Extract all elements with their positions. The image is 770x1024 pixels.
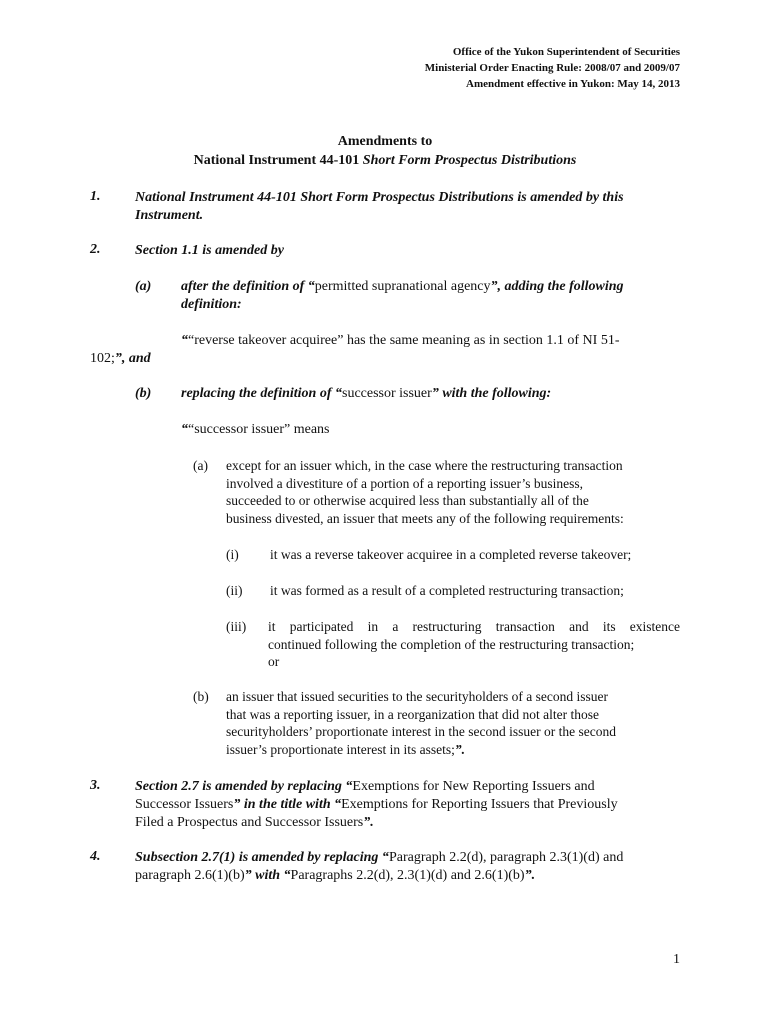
- item-4-l2-plain: paragraph 2.6(1)(b): [135, 868, 245, 883]
- item-3-l2-plain-2: Exemptions for Reporting Issuers that Previously: [341, 797, 618, 812]
- sub-a-label: (a): [193, 458, 208, 473]
- item-4-l2-plain-2: Paragraphs 2.2(d), 2.3(1)(d) and 2.6(1)(b): [290, 868, 525, 883]
- item-2a-def-end: ”, and: [114, 351, 151, 366]
- document-header: [425, 44, 680, 92]
- item-2b-label: (b): [135, 386, 152, 401]
- item-1-text: [135, 189, 680, 225]
- clause-i-text: it was a reverse takeover acquiree in a completed reverse takeover;: [270, 547, 632, 562]
- item-3-l2-bold: ” in the title with “: [233, 797, 342, 812]
- item-3-l3-bold: ”.: [363, 815, 374, 830]
- item-2-text: Section 1.1 is amended by: [135, 243, 284, 258]
- sub-b-end: ”.: [454, 741, 465, 757]
- item-2a-definition: [181, 332, 619, 350]
- item-2b-intro-open-quote: “: [181, 422, 188, 437]
- item-2a-def-line-2: 102;: [90, 351, 115, 366]
- header-line-2: Ministerial Order Enacting Rule: 2008/07 and 2009/07: [424, 62, 680, 74]
- sub-b-line-3: securityholders’ proportionate interest in the second issuer or the second: [226, 724, 617, 739]
- title-line-2-plain: National Instrument 44-101: [193, 153, 363, 168]
- item-1-number: 1.: [90, 189, 101, 204]
- clause-iii-line-1: it participated in a restructuring transaction and its existence: [268, 619, 680, 634]
- sub-b-line-1: an issuer that issued securities to the securityholders of a second issuer: [226, 689, 609, 704]
- item-2b-pre: replacing the definition of “: [181, 386, 342, 401]
- item-1-line-2: Instrument.: [135, 208, 204, 223]
- sub-b-text: [226, 688, 681, 758]
- item-2a-definition-end: [90, 350, 151, 368]
- header-line-1: Office of the Yukon Superintendent of Securities: [452, 46, 680, 58]
- item-2a-def-text: “reverse takeover acquiree” has the same meaning as in section 1.1 of NI 51-: [188, 333, 620, 348]
- item-3-l1-plain: Exemptions for New Reporting Issuers and: [352, 779, 595, 794]
- item-2b-term: successor issuer: [342, 386, 432, 401]
- sub-b-label: (b): [193, 689, 209, 704]
- item-2b-intro: [181, 421, 330, 439]
- item-2a-line-2: definition:: [181, 297, 242, 312]
- item-3-text: [135, 778, 680, 832]
- item-3-number: 3.: [90, 778, 101, 793]
- item-4-l1-bold: Subsection 2.7(1) is amended by replacing “: [135, 850, 389, 865]
- item-4-text: [135, 849, 680, 885]
- sub-b-line-2: that was a reporting issuer, in a reorganization that did not alter those: [226, 706, 599, 722]
- document-title: [0, 132, 770, 170]
- clause-iii-line-3: or: [268, 654, 280, 669]
- title-line-2: [0, 151, 770, 170]
- clause-iii-line-2: continued following the completion of the restructuring transaction;: [268, 636, 635, 652]
- item-2b-text: [181, 385, 551, 403]
- item-4-number: 4.: [90, 849, 101, 864]
- item-2a-label: (a): [135, 279, 152, 294]
- clause-i-label: (i): [226, 547, 239, 562]
- title-line-2-italic: Short Form Prospectus Distributions: [362, 153, 577, 168]
- page-number: 1: [673, 952, 680, 967]
- item-2b-intro-text: “successor issuer” means: [188, 422, 330, 437]
- clause-ii-label: (ii): [226, 583, 243, 598]
- clause-iii-text: [268, 618, 680, 671]
- sub-a-text: [226, 457, 681, 527]
- sub-a-line-1: except for an issuer which, in the case where the restructuring transaction: [226, 458, 623, 473]
- sub-b-last: issuer’s proportionate interest in its assets;: [226, 741, 455, 757]
- item-2a-pre: after the definition of “: [181, 279, 315, 294]
- item-3-l2-plain: Successor Issuers: [135, 797, 234, 812]
- item-2a-term: permitted supranational agency: [314, 279, 491, 294]
- item-2-number: 2.: [90, 242, 101, 257]
- clause-iii-label: (iii): [226, 619, 247, 634]
- clause-ii-text: it was formed as a result of a completed restructuring transaction;: [270, 583, 624, 598]
- sub-b-line-4: [226, 741, 681, 759]
- item-4-l2-bold: ” with “: [244, 868, 291, 883]
- item-2a-def-open-quote: “: [181, 333, 188, 348]
- item-4-l1-plain: Paragraph 2.2(d), paragraph 2.3(1)(d) and: [388, 850, 624, 865]
- sub-a-line-2: involved a divestiture of a portion of a reporting issuer’s business,: [226, 475, 584, 491]
- item-3-l1-bold: Section 2.7 is amended by replacing “: [135, 779, 353, 794]
- item-2a-post: ”, adding the following: [490, 279, 624, 294]
- title-line-1: Amendments to: [337, 134, 433, 149]
- header-line-3: Amendment effective in Yukon: May 14, 2013: [466, 78, 680, 90]
- sub-a-line-3: succeeded to or otherwise acquired less than substantially all of the: [226, 493, 589, 508]
- item-2a-text: [181, 278, 681, 314]
- item-4-l2-end: ”.: [524, 868, 536, 883]
- item-3-l3-plain: Filed a Prospectus and Successor Issuers: [135, 815, 364, 830]
- item-2b-post: ” with the following:: [431, 386, 552, 401]
- item-1-line-1: National Instrument 44-101 Short Form Prospectus Distributions is amended by this: [135, 190, 624, 205]
- sub-a-line-4: business divested, an issuer that meets any of the following requirements:: [226, 510, 624, 526]
